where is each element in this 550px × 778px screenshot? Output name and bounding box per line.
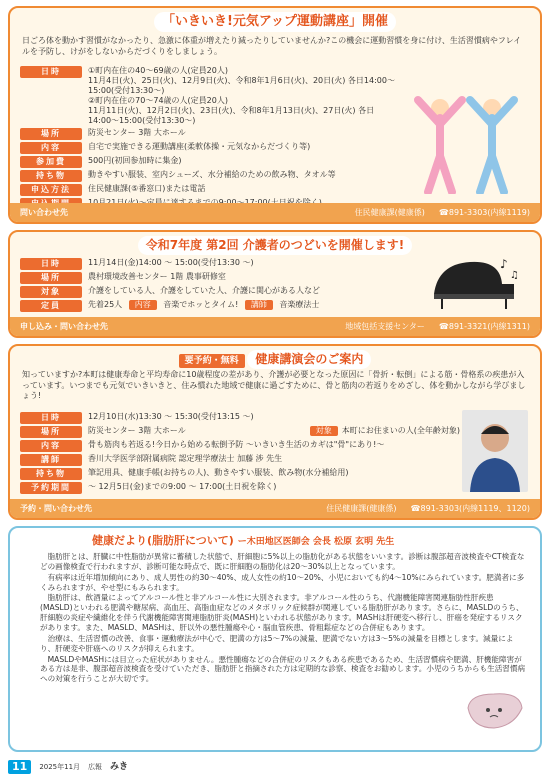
column-paragraph: 脂肪肝とは、肝臓に中性脂肪が異常に蓄積した状態で、肝細胞に5%以上の脂肪化がある状態をいいます。診断は腹部超音波検査やCT検査などの画像検査で行われますが、診断可能な時点で、既に肝細胞の脂肪化は20〜30%以上となっています。: [40, 552, 525, 571]
exercise-row: [20, 184, 400, 196]
exercise-row: [20, 170, 400, 182]
lecture-tag: 要予約・無料: [179, 354, 245, 368]
caregiver-row-label: 日時: [20, 258, 82, 270]
lecture-row-value: 骨も筋肉も若返る!今日から始める転倒予防 〜いきいき生活のカギは"骨"にあり!〜: [88, 440, 385, 449]
column-author: ー木田地区医師会 会長 松原 玄明 先生: [237, 537, 395, 547]
column-paragraph: 有病率は近年増加傾向にあり、成人男性の約30〜40%、成人女性の約10〜20%、小児においても約4〜10%にみられています。肥満者に多くみられますが、やせ型にもみられます。: [40, 572, 525, 592]
exercise-inquiry-dept: 住民健康課(健康係): [354, 207, 425, 217]
exercise-row-label: 内容: [20, 142, 82, 154]
lecture-row-label: 予約期間: [20, 482, 82, 494]
exercise-section: [8, 6, 542, 224]
column-title: 健康だより(脂肪肝について): [92, 534, 234, 547]
exercise-details: [20, 66, 400, 212]
exercise-row-label: 持ち物: [20, 170, 82, 182]
exercise-row-value: 防災センター 3階 大ホール: [88, 128, 186, 137]
lecture-title: 健康講演会のご案内: [247, 350, 371, 369]
exercise-row-value: 動きやすい服装、室内シューズ、水分補給のための飲み物、タオル等: [88, 170, 336, 179]
lecture-row-value: 〜 12月5日(金)までの9:00 〜 17:00(土日祝を除く): [88, 482, 277, 491]
caregiver-inquiry: 申し込み・問い合わせ先 地域包括支援センター ☎891-3321(内線1311): [10, 317, 540, 336]
caregiver-row-value: 介護をしている人、介護をしていた人、介護に関心がある人など: [88, 286, 320, 295]
lecture-row-label: 内容: [20, 440, 82, 452]
lecture-row-label: 日時: [20, 412, 82, 424]
exercise-row-label: 申込方法: [20, 184, 82, 196]
lecture-target-label: 対象: [310, 426, 338, 436]
caregiver-row: [20, 258, 420, 270]
exercise-row: [20, 142, 400, 154]
lecture-section: [8, 344, 542, 520]
exercise-illustration: [406, 94, 526, 194]
column-section: [8, 526, 542, 752]
lecture-details: [20, 412, 460, 496]
caregiver-inquiry-dept: 地域包括支援センター: [345, 321, 425, 331]
exercise-inquiry-tel[interactable]: ☎891-3303(内線1119): [438, 207, 530, 217]
caregiver-lecturer: 音楽療法士: [279, 300, 320, 309]
lecture-inquiry-tel[interactable]: ☎891-3303(内線1119、1120): [410, 503, 530, 513]
lecture-row: [20, 454, 460, 466]
caregiver-row: [20, 286, 420, 298]
caregiver-inquiry-tel[interactable]: ☎891-3321(内線1311): [438, 321, 530, 331]
lecture-row-label: 講師: [20, 454, 82, 466]
caregiver-row-value: 農村環境改善センター 1階 農事研修室: [88, 272, 226, 281]
caregiver-row: [20, 272, 420, 284]
exercise-row-label: 場所: [20, 128, 82, 140]
lecture-intro: 知っていますか?本町は健康寿命と平均寿命に10歳程度の差があり、介護が必要となった原因に「骨折・転倒」による筋・骨格系の疾患が入っています。いつまでも元気でいきいきと、住み慣れた地域で健康に過ごすために、骨と筋肉の若返りをめざし、体を動かしながら学びましょう!: [22, 370, 526, 401]
exercise-intro: 日ごろ体を動かす習慣がなかったり、急激に体重が増えたり減ったりしていませんか?この機会に運動習慣を身に付け、生活習慣病やフレイルを予防し、けがをしないからだづくりをしましょう。: [22, 36, 522, 56]
column-body: [40, 552, 526, 685]
lecture-row-label: 場所: [20, 426, 82, 438]
caregiver-section: 令和7年度 第2回 介護者のつどいを開催します! 日時 11月14日(金)14:00 〜 15:00(受付13:30 〜) 場所 農村環境改善センター 1階 農事研修室 対象 介護をしている人、介護をしていた人、介護に関心がある人など 定員 先着25人 内容 音楽でホッとタイム! 講師 音楽療法士 ♪ ♫ 申し込み・問い合わせ先 地域包括支援センター ☎891-3321(内線1311): [8, 230, 542, 338]
caregiver-row-label: 対象: [20, 286, 82, 298]
exercise-row-value: 500円(初回参加時に集金): [88, 156, 182, 165]
page-number: 11: [8, 760, 31, 774]
caregiver-content: 音楽でホッとタイム!: [163, 300, 239, 309]
issue-date: 2025年11月: [39, 762, 81, 771]
lecture-row: [20, 482, 460, 494]
exercise-inquiry: 問い合わせ先 住民健康課(健康係) ☎891-3303(内線1119): [10, 203, 540, 222]
page-footer: [8, 760, 128, 774]
lecture-row: [20, 468, 460, 480]
lecture-inquiry-dept: 住民健康課(健康係): [326, 503, 397, 513]
lecture-row-value: 防災センター 3階 大ホール: [88, 426, 186, 435]
lecture-row-value: 12月10日(水)13:30 〜 15:30(受付13:15 〜): [88, 412, 254, 421]
exercise-row-label: 参加費: [20, 156, 82, 168]
lecture-row: [20, 412, 460, 424]
lecture-row-value: 香川大学医学部附属病院 認定理学療法士 加藤 涉 先生: [88, 454, 283, 463]
magazine-name: みき: [110, 761, 129, 772]
lecture-row: [20, 440, 460, 452]
column-paragraph: 脂肪肝は、飲酒量によってアルコール性と非アルコール性に大別されます。非アルコール性のうち、代謝機能障害関連脂肪性肝疾患(MASLD)といわれる肥満や糖尿病、高血圧、高脂血症などのメタボリック症候群が関連している脂肪肝があります。さらに、MASLDのうち、肝細胞の炎症や繊維化を伴う代謝機能障害関連脂肪肝炎(MASH)といわれる状態があります。MASHは肝硬変へ移行し、肝癌を発症するリスクがあります。また、MASLD、MASHは、肝以外の悪性腫瘍や心・脳血管疾患、骨粗鬆症などの合併症もあります。: [40, 593, 524, 633]
lecture-target-value: 本町にお住まいの人(全年齢対象): [341, 426, 460, 435]
exercise-row: [20, 66, 400, 126]
exercise-row-value: ①町内在住の40〜69歳の人(定員20人) 11月4日(火)、25日(火)、12月9日(火)、令和8年1月6日(火)、20日(火) 各日14:00〜15:00(受付13:30〜) ②町内在住の70〜74歳の人(定員20人) 11月11日(火)、12月2日(火)、23日(火)、令和8年1月13日(火)、27日(火) 各日14:00〜15:00(受付13:30〜): [88, 66, 395, 125]
lecture-row: [20, 426, 460, 438]
caregiver-capacity: 先着25人 内容 音楽でホッとタイム! 講師 音楽療法士: [88, 300, 320, 309]
caregiver-row-value: 11月14日(金)14:00 〜 15:00(受付13:30 〜): [88, 258, 254, 267]
lecturer-photo: [462, 410, 528, 492]
caregiver-row-label: 場所: [20, 272, 82, 284]
exercise-row-value: 自宅で実施できる運動講座(柔軟体操・元気なからだづくり等): [88, 142, 311, 151]
svg-text:♫: ♫: [510, 270, 519, 281]
lecture-row-value: 筆記用具、健康手帳(お持ちの人)、動きやすい服装、飲み物(水分補給用): [88, 468, 349, 477]
svg-text:♪: ♪: [500, 257, 508, 271]
magazine-label: 広報: [88, 762, 103, 771]
exercise-row-label: 日時: [20, 66, 82, 78]
lecture-inquiry: 予約・問い合わせ先 住民健康課(健康係) ☎891-3303(内線1119、1120): [10, 499, 540, 518]
caregiver-details: [20, 258, 420, 300]
column-paragraph: MASLDやMASHには目立った症状がありません。悪性腫瘍などの合併症のリスクもある疾患であるため、生活習慣病や肥満、肝機能障害がある方は是非、腹部超音波検査を受けていただき、脂肪肝と指摘された方は定期的な診察、検査をお勧めします。小児のうちからも生活習慣病への対策を行うことが大切です。: [40, 654, 526, 684]
exercise-row-value: 住民健康課(⑤番窓口)または電話: [88, 184, 206, 193]
exercise-row: [20, 156, 400, 168]
lecture-row-label: 持ち物: [20, 468, 82, 480]
column-paragraph: 治療は、生活習慣の改善、食事・運動療法が中心で、肥満の方は5〜7%の減量、肥満でない方は3〜5%の減量を目標とします。減量により、肝硬変や肝癌へのリスクが抑えられます。: [40, 633, 514, 653]
exercise-row: [20, 128, 400, 140]
piano-illustration: [430, 254, 520, 310]
exercise-title: 「いきいき!元気アップ運動講座」開催: [154, 12, 396, 32]
liver-illustration: [464, 690, 526, 732]
caregiver-title: 令和7年度 第2回 介護者のつどいを開催します!: [138, 236, 413, 255]
